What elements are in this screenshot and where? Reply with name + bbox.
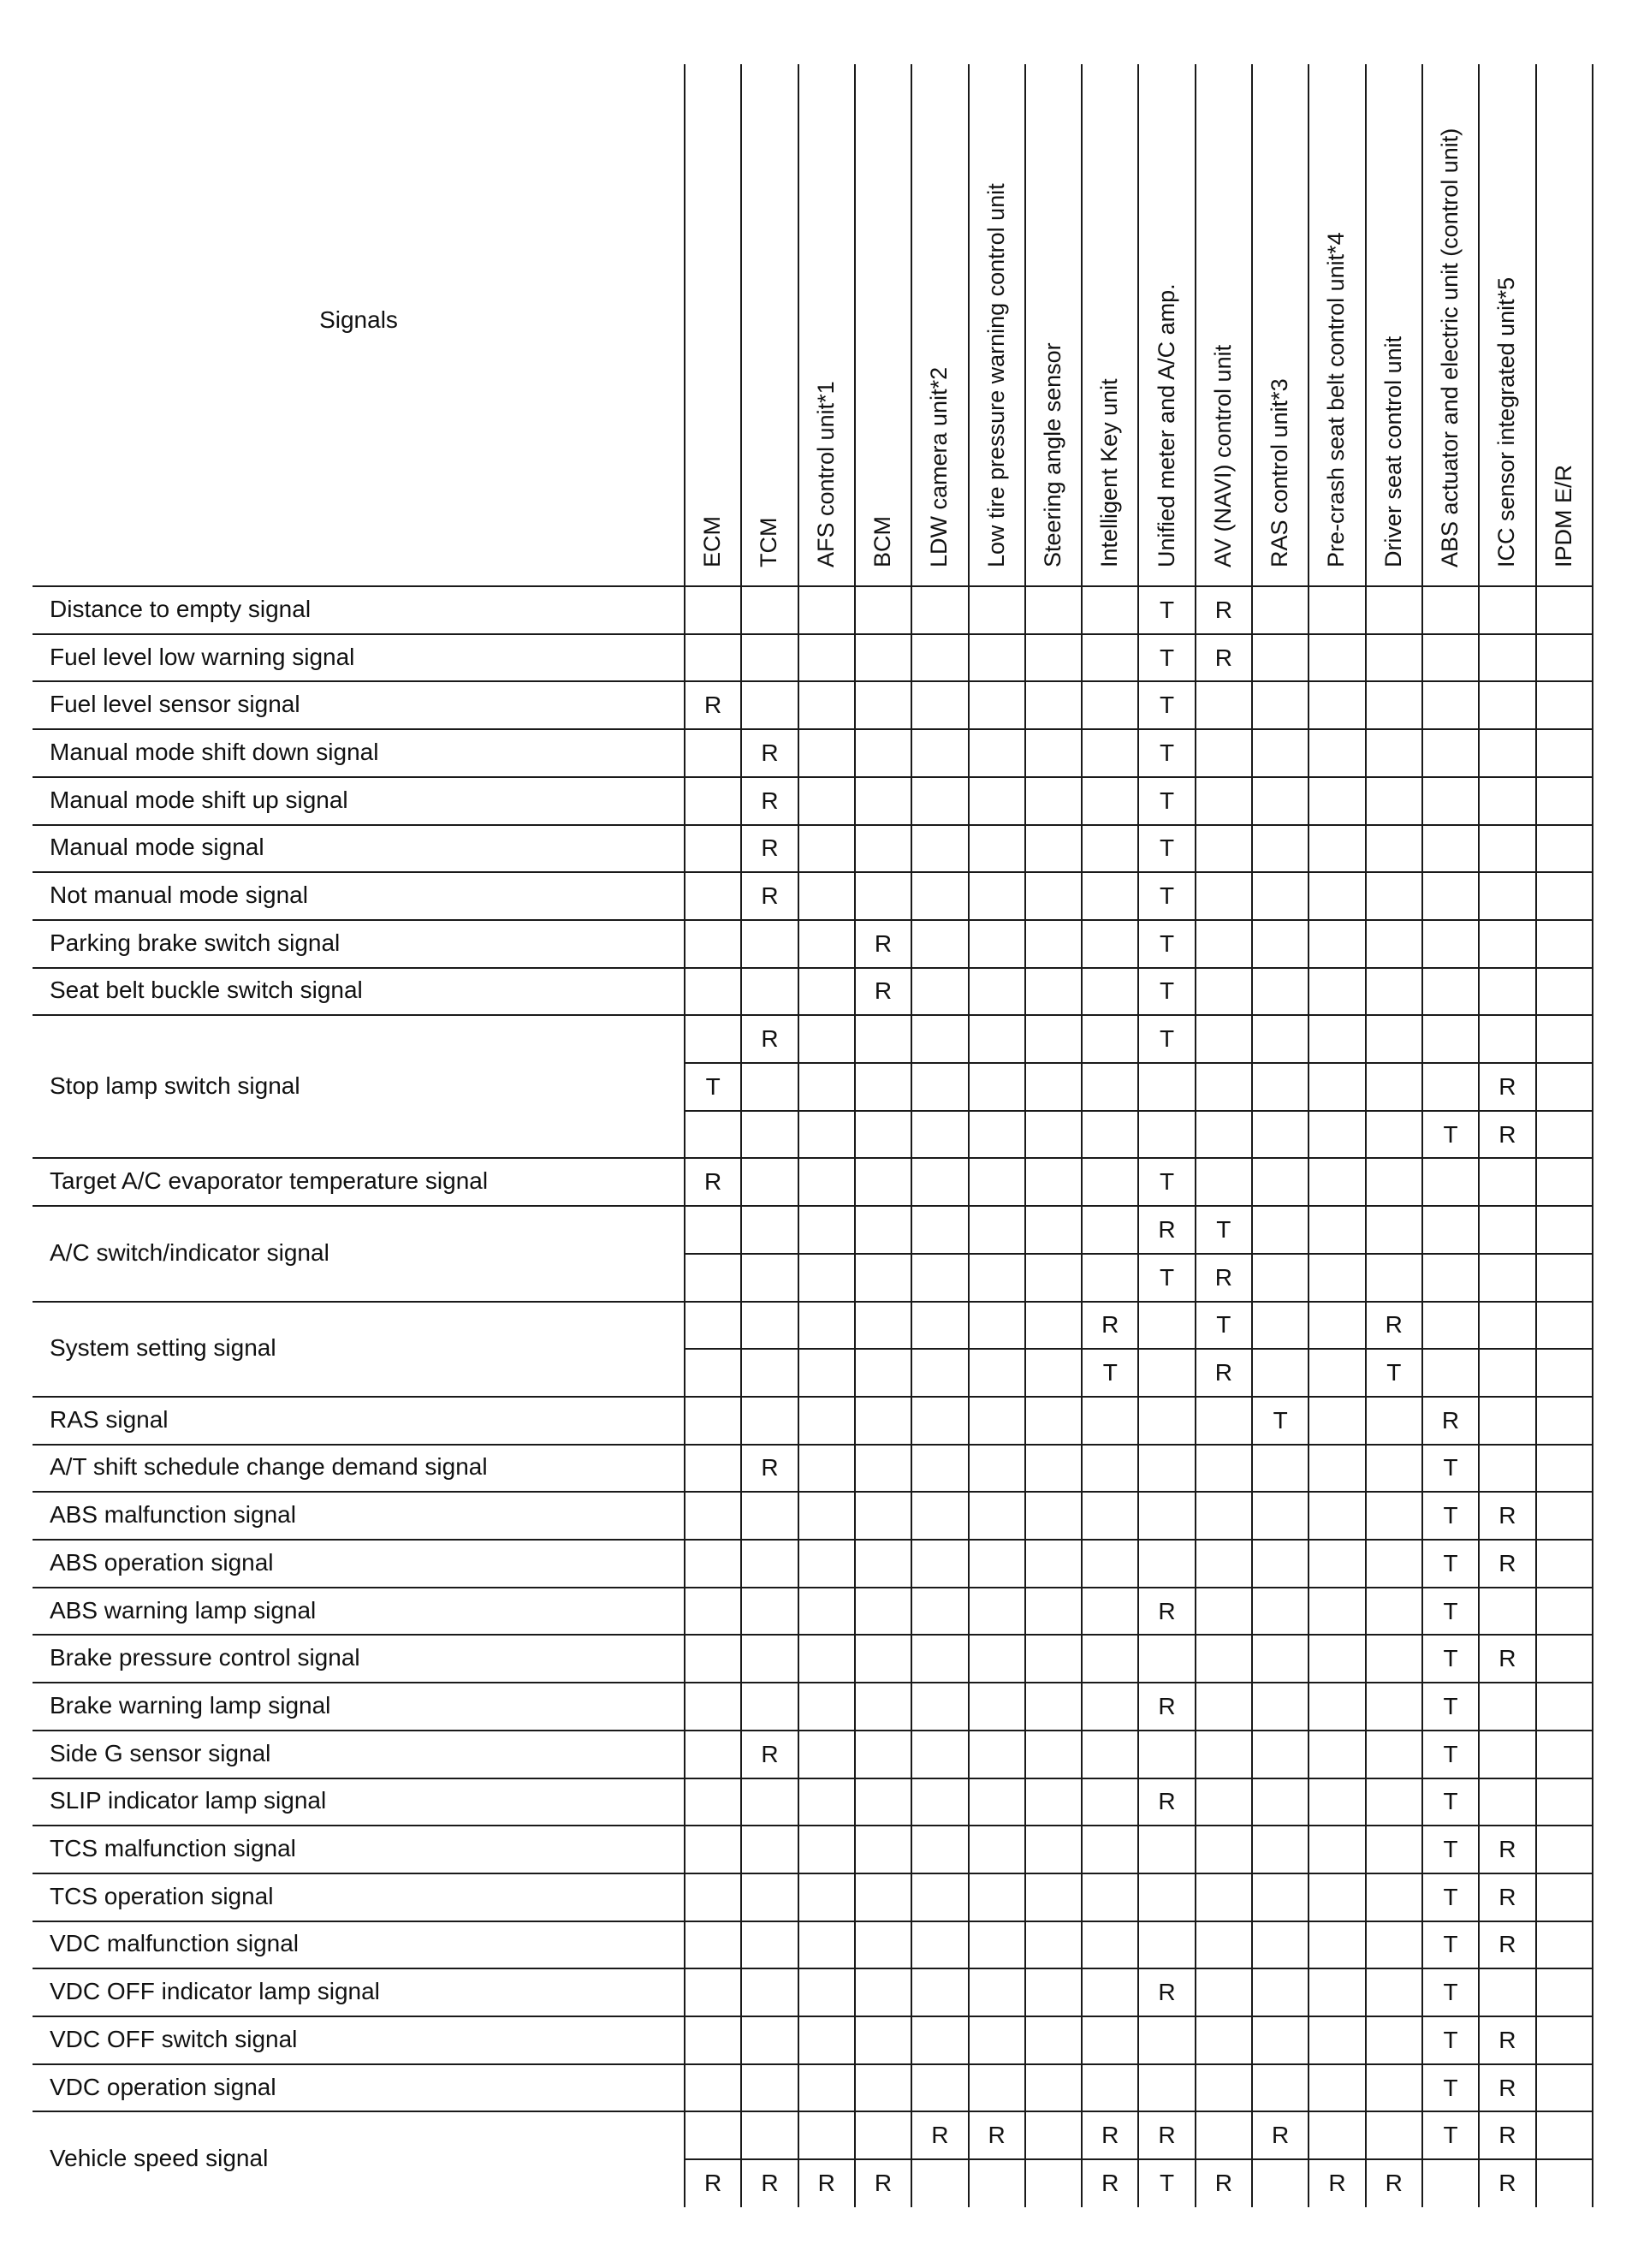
cell-value: T [1159,692,1175,719]
row-divider [33,1921,1593,1922]
signal-name: ABS operation signal [50,1548,274,1576]
signal-name: Stop lamp switch signal [50,1072,300,1099]
signals-header: Signals [319,306,398,333]
signal-name: Vehicle speed signal [50,2145,269,2172]
cell-value: R [1385,2169,1403,2196]
signal-name: System setting signal [50,1334,276,1362]
column-header: IPDM E/R [1550,464,1576,567]
column-header: Intelligent Key unit [1096,378,1123,567]
column-divider [1024,64,1026,2207]
cell-value: T [1159,977,1175,1005]
cell-value: R [1158,1597,1176,1624]
row-divider [33,776,1593,778]
row-divider [33,919,1593,921]
signal-name: VDC operation signal [50,2073,276,2100]
row-divider [33,633,1593,635]
signal-name: Distance to empty signal [50,595,312,622]
cell-value: R [1272,2122,1290,2149]
signal-name: Target A/C evaporator temperature signal [50,1167,489,1195]
cell-value: T [1159,739,1175,766]
signal-name: Manual mode shift down signal [50,738,379,765]
column-divider [1308,64,1309,2207]
cell-value: T [1443,1454,1458,1481]
cell-value: T [1159,596,1175,623]
signal-name: ABS malfunction signal [50,1501,296,1529]
cell-value: R [1385,1311,1403,1339]
cell-value: R [761,834,779,862]
row-divider [33,1682,1593,1683]
cell-value: R [874,977,893,1005]
signal-name: Brake warning lamp signal [50,1691,331,1719]
row-divider [33,1730,1593,1731]
signal-name: Not manual mode signal [50,882,308,909]
column-divider [911,64,912,2207]
cell-value: T [1159,834,1175,862]
row-divider [33,1014,1593,1016]
row-divider [33,1157,1593,1159]
cell-value: T [1386,1359,1402,1386]
cell-value: T [1443,1549,1458,1576]
signal-name: Side G sensor signal [50,1739,271,1766]
cell-value: T [1102,1359,1118,1386]
cell-value: T [1273,1406,1288,1434]
row-divider [33,1396,1593,1398]
cell-value: T [705,1072,721,1100]
cell-value: T [1443,1597,1458,1624]
cell-value: T [1443,1979,1458,2006]
signal-name: TCS malfunction signal [50,1835,296,1862]
column-divider [798,64,799,2207]
cell-value: T [1159,2169,1175,2196]
cell-value: R [1101,2122,1119,2149]
cell-value: R [704,692,722,719]
cell-value: R [1498,2026,1516,2053]
cell-value: R [1498,1549,1516,1576]
cell-value: R [874,2169,893,2196]
cell-value: T [1443,1120,1458,1148]
cell-value: T [1159,1263,1175,1291]
cell-value: T [1443,1692,1458,1719]
cell-value: T [1443,1931,1458,1958]
column-divider [1421,64,1423,2207]
cell-value: R [761,2169,779,2196]
signal-name: VDC OFF switch signal [50,2025,298,2052]
cell-value: R [988,2122,1006,2149]
column-header: Unified meter and A/C amp. [1153,283,1179,567]
row-divider [33,1778,1593,1779]
cell-value: T [1159,1025,1175,1053]
cell-value: R [1328,2169,1346,2196]
column-divider [1081,64,1083,2207]
cell-value: T [1443,2026,1458,2053]
column-header: BCM [869,516,896,567]
cell-value: R [1498,1836,1516,1863]
cell-value: R [704,1168,722,1196]
column-divider [1592,64,1593,2207]
cell-value: R [761,739,779,766]
cell-value: T [1443,1740,1458,1767]
column-divider [684,64,685,2207]
signal-name: Manual mode signal [50,834,264,861]
column-divider [740,64,742,2207]
column-header: TCM [756,517,782,567]
cell-value: R [1498,1645,1516,1672]
cell-value: R [1498,2122,1516,2149]
cell-value: R [704,2169,722,2196]
row-divider [33,967,1593,969]
column-header: ECM [699,516,726,567]
row-divider [33,2111,1593,2112]
signal-name: A/C switch/indicator signal [50,1238,329,1266]
column-divider [1251,64,1253,2207]
column-divider [854,64,856,2207]
cell-value: R [1214,1263,1232,1291]
signal-name: A/T shift schedule change demand signal [50,1453,488,1481]
cell-value: R [1498,1931,1516,1958]
cell-value: T [1443,1836,1458,1863]
cell-value: T [1443,1788,1458,1815]
cell-value: R [1101,1311,1119,1339]
cell-value: T [1443,1883,1458,1910]
cell-value: R [1158,1979,1176,2006]
cell-value: T [1216,1215,1231,1243]
signal-name: RAS signal [50,1405,169,1433]
signal-name: Seat belt buckle switch signal [50,977,363,1004]
row-divider [33,680,1593,682]
cell-value: T [1159,644,1175,671]
cell-value: R [1214,596,1232,623]
cell-value: R [1498,1502,1516,1529]
column-divider [1195,64,1196,2207]
cell-value: R [1214,1359,1232,1386]
cell-value: R [1158,1788,1176,1815]
cell-value: T [1216,1311,1231,1339]
column-header: AV (NAVI) control unit [1209,344,1236,567]
cell-value: R [1158,2122,1176,2149]
cell-value: R [761,1454,779,1481]
row-divider [33,728,1593,730]
column-divider [1365,64,1367,2207]
cell-value: R [1498,2169,1516,2196]
column-header: Low tire pressure warning control unit [982,183,1009,567]
cell-value: T [1159,929,1175,957]
signal-name: VDC malfunction signal [50,1930,300,1957]
cell-value: R [761,1740,779,1767]
cell-value: R [1101,2169,1119,2196]
row-divider [33,1539,1593,1541]
column-header: Pre-crash seat belt control unit*4 [1323,232,1350,567]
column-divider [1137,64,1139,2207]
signal-name: Parking brake switch signal [50,929,341,956]
row-divider [33,824,1593,826]
signal-name: SLIP indicator lamp signal [50,1787,327,1814]
column-divider [1478,64,1480,2207]
signal-name: Fuel level sensor signal [50,691,300,718]
signal-name: Brake pressure control signal [50,1644,360,1671]
cell-value: R [1158,1215,1176,1243]
row-divider [33,871,1593,873]
column-header: ABS actuator and electric unit (control unit) [1437,128,1463,567]
cell-value: T [1443,1502,1458,1529]
cell-value: R [1441,1406,1460,1434]
column-header: RAS control unit*3 [1267,378,1293,567]
cell-value: T [1443,2074,1458,2101]
cell-value: T [1443,1645,1458,1672]
cell-value: R [761,787,779,814]
row-divider [33,585,1593,587]
signal-name: TCS operation signal [50,1882,274,1909]
cell-value: R [931,2122,949,2149]
signal-name: ABS warning lamp signal [50,1596,317,1624]
cell-value: T [1159,1168,1175,1196]
cell-value: R [1498,1120,1516,1148]
column-header: Steering angle sensor [1039,342,1065,567]
cell-value: R [1498,1883,1516,1910]
row-divider [33,1301,1593,1303]
signal-name: Manual mode shift up signal [50,786,348,813]
row-divider [33,1825,1593,1826]
cell-value: R [1498,2074,1516,2101]
column-divider [968,64,970,2207]
row-divider [33,1968,1593,1969]
cell-value: R [817,2169,835,2196]
cell-value: R [1214,644,1232,671]
row-divider [33,1587,1593,1588]
column-header: Driver seat control unit [1380,335,1406,567]
column-header: AFS control unit*1 [812,381,839,567]
cell-value: R [1498,1072,1516,1100]
cell-value: R [1158,1692,1176,1719]
row-divider [33,2016,1593,2017]
cell-value: R [761,882,779,910]
row-divider [33,1491,1593,1493]
signal-name: Fuel level low warning signal [50,643,355,670]
cell-value: R [761,1025,779,1053]
row-divider [33,2063,1593,2065]
row-divider [33,1444,1593,1446]
cell-value: T [1159,882,1175,910]
column-header: ICC sensor integrated unit*5 [1493,276,1520,567]
row-divider [33,1634,1593,1636]
column-header: LDW camera unit*2 [926,366,952,567]
cell-value: R [874,929,893,957]
cell-value: R [1214,2169,1232,2196]
cell-value: T [1159,787,1175,814]
cell-value: T [1443,2122,1458,2149]
signal-name: VDC OFF indicator lamp signal [50,1978,380,2005]
row-divider [33,1873,1593,1874]
row-divider [33,1205,1593,1207]
column-divider [1535,64,1537,2207]
